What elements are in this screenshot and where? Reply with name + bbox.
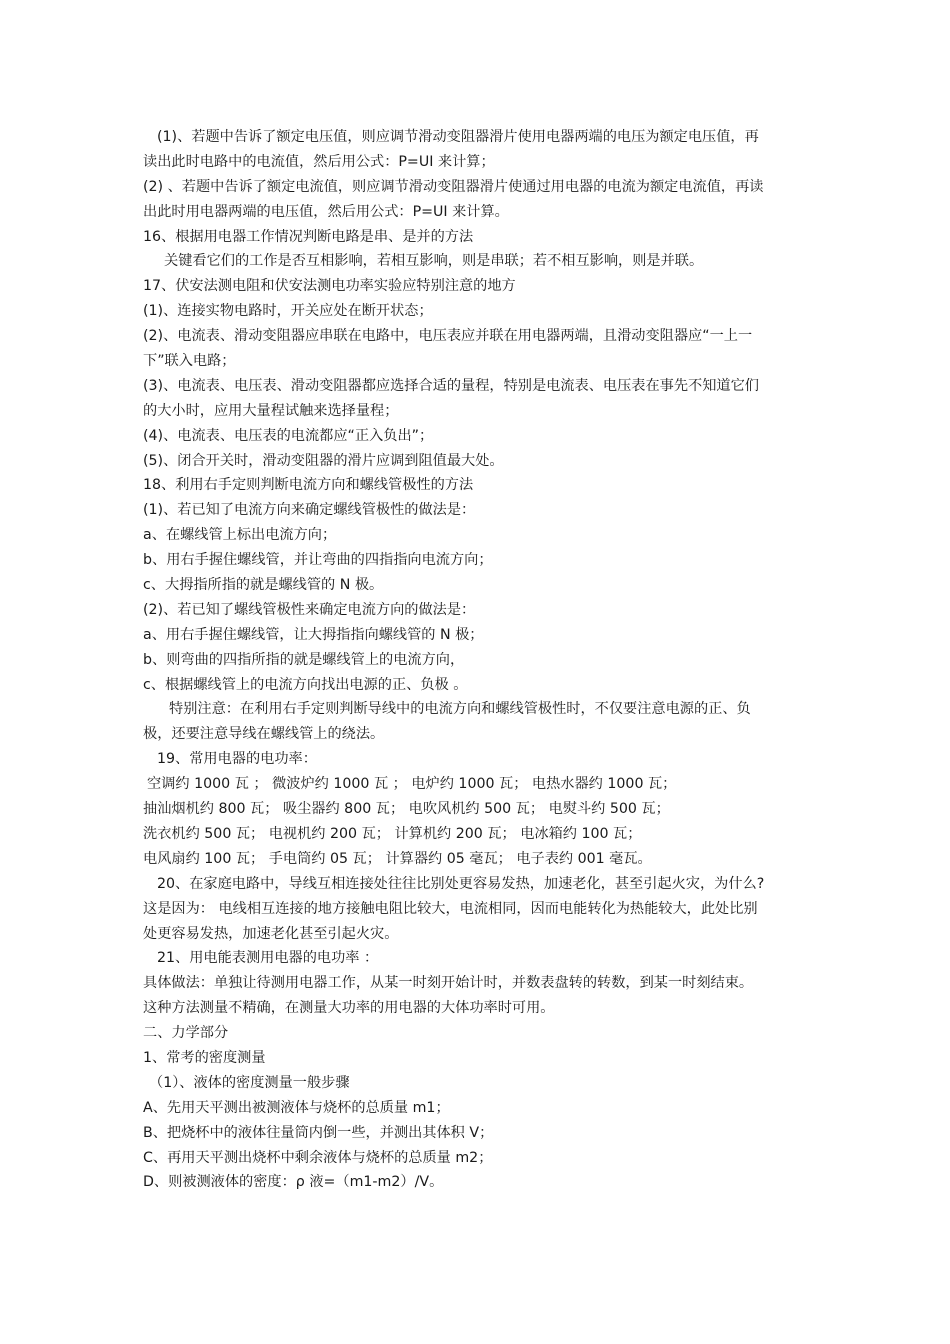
text-line: (1)、若已知了电流方向来确定螺线管极性的做法是： [143,502,476,519]
text-line: 具体做法：单独让待测用电器工作，从某一时刻开始计时，并数表盘转的转数，到某一时刻结束。 [143,975,754,992]
part-heading-mechanics: 二、力学部分 [143,1025,229,1042]
text-line: (5)、闭合开关时，滑动变阻器的滑片应调到阻值最大处。 [143,452,504,469]
text-line: 关键看它们的工作是否互相影响，若相互影响，则是串联；若不相互影响，则是并联。 [164,253,704,270]
subsection-heading: （1）、液体的密度测量一般步骤 [149,1074,350,1091]
note-line: 特别注意：在利用右手定则判断导线中的电流方向和螺线管极性时，不仅要注意电源的正、负 [169,701,751,718]
section-heading-21: 21、用电能表测用电器的电功率 ： [157,950,379,967]
note-line: 极，还要注意导线在螺线管上的绕法。 [143,726,385,743]
step-item: D、则被测液体的密度：ρ 液=（m1-m2）/V。 [143,1174,444,1191]
text-line: (4)、电流表、电压表的电流都应“正入负出”； [143,427,434,444]
text-line: (2)、电流表、滑动变阻器应串联在电路中，电压表应并联在用电器两端，且滑动变阻器应“一上一 [143,328,753,345]
section-heading-17: 17、伏安法测电阻和伏安法测电功率实验应特别注意的地方 [143,278,516,295]
section-heading-16: 16、根据用电器工作情况判断电路是串、是并的方法 [143,228,474,245]
step-item: B、把烧杯中的液体往量筒内倒一些，并测出其体积 V； [143,1124,494,1141]
power-list-line: 电风扇约 100 瓦； 手电筒约 05 瓦； 计算器约 05 毫瓦； 电子表约 001 毫瓦。 [143,850,652,867]
text-line: 下”联入电路； [143,353,236,370]
text-line: 这是因为： 电线相互连接的地方接触电阻比较大，电流相同，因而电能转化为热能较大，此处比别 [143,900,758,917]
list-item: a、在螺线管上标出电流方向； [143,527,337,544]
text-line: 的大小时，应用大量程试触来选择量程； [143,402,399,419]
text-line: (2)、若已知了螺线管极性来确定电流方向的做法是： [143,601,476,618]
text-line: (1)、若题中告诉了额定电压值，则应调节滑动变阻器滑片使用电器两端的电压为额定电压值，再 [157,129,759,145]
text-line: (1)、连接实物电路时，开关应处在断开状态； [143,303,433,320]
list-item: b、则弯曲的四指所指的就是螺线管上的电流方向， [143,651,465,668]
list-item: c、大拇指所指的就是螺线管的 N 极。 [143,577,384,594]
section-heading-20: 20、在家庭电路中，导线互相连接处往往比别处更容易发热，加速老化，甚至引起火灾，为什么? [157,875,765,892]
power-list-line: 洗衣机约 500 瓦； 电视机约 200 瓦； 计算机约 200 瓦； 电冰箱约 100 瓦； [143,825,642,842]
step-item: C、再用天平测出烧杯中剩余液体与烧杯的总质量 m2； [143,1149,493,1166]
power-list-line: 抽汕烟机约 800 瓦； 吸尘器约 800 瓦； 电吹风机约 500 瓦； 电熨斗约 500 瓦； [143,801,670,818]
text-line: 这种方法测量不精确，在测量大功率的用电器的大体功率时可用。 [143,1000,555,1017]
section-heading-18: 18、利用右手定则判断电流方向和螺线管极性的方法 [143,477,474,494]
section-heading-density: 1、常考的密度测量 [143,1049,266,1066]
text-line: (3)、电流表、电压表、滑动变阻器都应选择合适的量程，特别是电流表、电压表在事先不知道它们 [143,377,759,394]
list-item: b、用右手握住螺线管，并让弯曲的四指指向电流方向； [143,552,493,569]
text-line: 处更容易发热，加速老化甚至引起火灾。 [143,925,399,942]
list-item: c、根据螺线管上的电流方向找出电源的正、负极 。 [143,676,468,693]
text-line: 出此时用电器两端的电压值，然后用公式：P=UI 来计算。 [143,203,509,220]
step-item: A、先用天平测出被测液体与烧杯的总质量 m1； [143,1099,450,1116]
document-body [143,125,811,1195]
list-item: a、用右手握住螺线管，让大拇指指向螺线管的 N 极； [143,626,484,643]
text-line: 读出此时电路中的电流值，然后用公式：P=UI 来计算； [143,153,495,170]
power-list-line: 空调约 1000 瓦 ； 微波炉约 1000 瓦 ； 电炉约 1000 瓦； 电热水器约 1000 瓦； [147,776,677,793]
section-heading-19: 19、常用电器的电功率： [157,751,317,768]
text-line: (2) 、若题中告诉了额定电流值，则应调节滑动变阻器滑片使通过用电器的电流为额定电流值，再读 [143,178,764,195]
